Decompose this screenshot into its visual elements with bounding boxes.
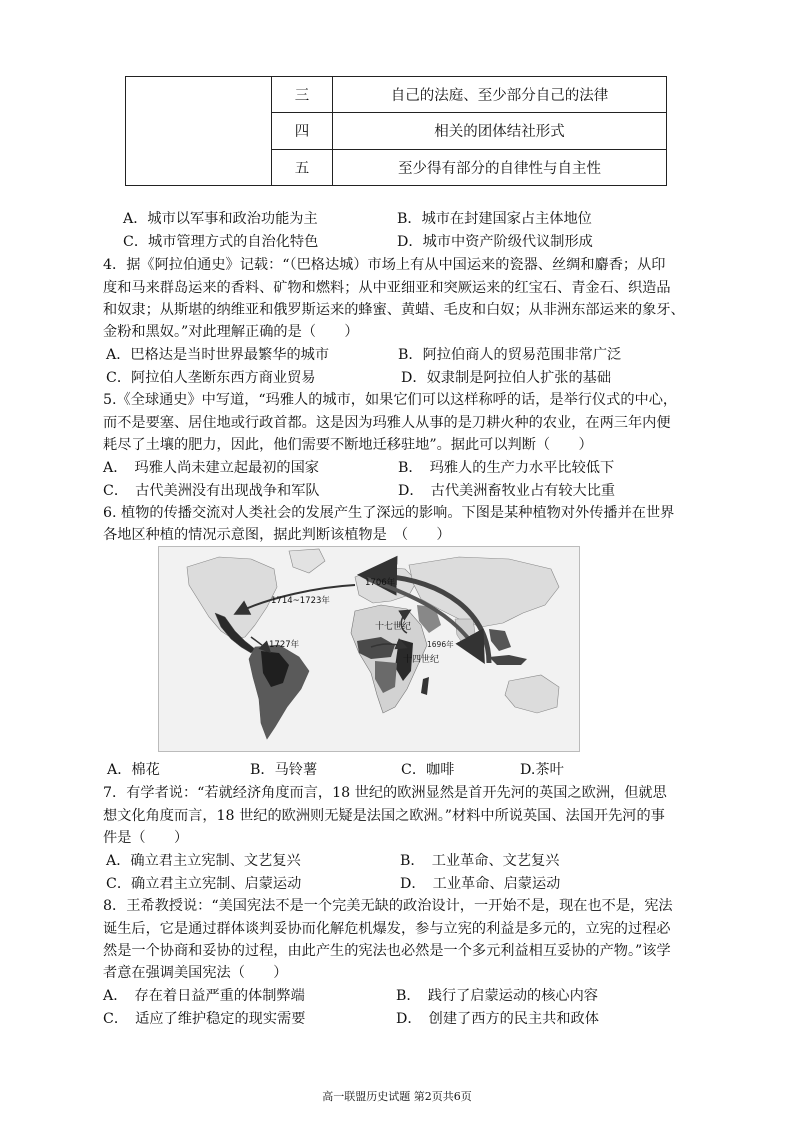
q3-option-b: B．城市在封建国家占主体地位 — [397, 211, 592, 227]
city-features-table — [125, 76, 667, 186]
q4-option-d: D．奴隶制是阿拉伯人扩张的基础 — [401, 370, 612, 386]
row-text: 自己的法庭、至少部分自己的法律 — [333, 77, 667, 113]
q7-option-c: C．确立君主立宪制、启蒙运动 — [106, 876, 302, 892]
q4-stem-line: 4．据《阿拉伯通史》记载：“（巴格达城）市场上有从中国运来的瓷器、丝绸和麝香；从印 — [103, 257, 666, 273]
q8-stem-line: 者意在强调美国宪法（ ） — [103, 965, 288, 981]
plant-spread-world-map — [158, 546, 580, 752]
row-text: 至少得有部分的自律性与自主性 — [333, 149, 667, 185]
q3-option-d: D．城市中资产阶级代议制形成 — [397, 234, 593, 250]
q7-option-b: B． 工业革命、文艺复兴 — [400, 853, 560, 869]
row-number: 三 — [272, 77, 333, 113]
q6-stem-line: 6. 植物的传播交流对人类社会的发展产生了深远的影响。下图是某种植物对外传播并在世界 — [103, 505, 675, 521]
map-label-14th-century: 十四世纪 — [403, 655, 440, 665]
map-label-1714-1723: 1714~1723年 — [271, 596, 330, 606]
q7-stem-line: 想文化角度而言，18 世纪的欧洲则无疑是法国之欧洲。”材料中所说英国、法国开先河的事 — [103, 808, 665, 824]
q8-option-c: C． 适应了维护稳定的现实需要 — [103, 1011, 306, 1027]
map-label-1727: 1727年 — [269, 640, 300, 650]
page-footer: 高一联盟历史试题 第2页共6页 — [322, 1090, 472, 1103]
q3-option-a: A．城市以军事和政治功能为主 — [123, 211, 318, 227]
q4-option-c: C．阿拉伯人垄断东西方商业贸易 — [106, 370, 316, 386]
q8-stem-line: 诞生后，它是通过群体谈判妥协而化解危机爆发，参与立宪的利益是多元的，立宪的过程必 — [103, 921, 671, 937]
map-label-17th-century: 十七世纪 — [375, 622, 412, 632]
q3-option-c: C．城市管理方式的自治化特色 — [123, 234, 319, 250]
q6-option-d: D.茶叶 — [520, 762, 564, 778]
q8-stem-line: 然是一个协商和妥协的过程，由此产生的宪法也必然是一个多元利益相互妥协的产物。”该学 — [103, 943, 671, 959]
q5-stem-line: 而不是要塞、居住地或行政首都。这是因为玛雅人从事的是刀耕火种的农业，在两三年内便 — [103, 415, 671, 431]
q5-stem-line: 耗尽了土壤的肥力，因此，他们需要不断地迁移驻地”。据此可以判断（ ） — [103, 437, 593, 453]
q5-option-b: B． 玛雅人的生产力水平比较低下 — [398, 460, 615, 476]
q5-option-a: A． 玛雅人尚未建立起最初的国家 — [103, 460, 319, 476]
q5-option-c: C． 古代美洲没有出现战争和军队 — [103, 483, 320, 499]
q7-option-d: D． 工业革命、启蒙运动 — [400, 876, 561, 892]
row-number: 五 — [272, 149, 333, 185]
q4-stem-line: 和奴隶；从斯堪的纳维亚和俄罗斯运来的蜂蜜、黄蜡、毛皮和白奴；从非洲东部运来的象牙、 — [103, 302, 685, 318]
q4-option-a: A．巴格达是当时世界最繁华的城市 — [106, 347, 330, 363]
q7-stem-line: 件是（ ） — [103, 830, 189, 846]
q6-option-a: A．棉花 — [107, 762, 160, 778]
q7-option-a: A．确立君主立宪制、文艺复兴 — [106, 853, 301, 869]
q8-option-b: B． 践行了启蒙运动的核心内容 — [396, 988, 598, 1004]
q5-stem-line: 5.《全球通史》中写道，“玛雅人的城市，如果它们可以这样称呼的话，是举行仪式的中心， — [103, 392, 678, 408]
row-text: 相关的团体结社形式 — [333, 113, 667, 149]
map-label-1706: 1706年 — [365, 578, 396, 588]
map-label-1696: 1696年 — [427, 640, 454, 649]
q6-stem-line: 各地区种植的情况示意图，据此判断该植物是 （ ） — [103, 527, 451, 543]
q4-stem-line: 度和马来群岛运来的香料、矿物和燃料；从中亚细亚和突厥运来的红宝石、青金石、织造品 — [103, 280, 671, 296]
q4-stem-line: 金粉和黑奴。”对此理解正确的是（ ） — [103, 324, 359, 340]
q5-option-d: D． 古代美洲畜牧业占有较大比重 — [398, 483, 616, 499]
table-row — [126, 77, 667, 113]
q6-option-c: C．咖啡 — [401, 762, 455, 778]
q7-stem-line: 7．有学者说：“若就经济角度而言，18 世纪的欧洲显然是首开先河的英国之欧洲，但就思 — [103, 785, 667, 801]
q6-option-b: B．马铃薯 — [250, 762, 318, 778]
map-svg — [159, 547, 579, 751]
q8-stem-line: 8．王希教授说：“美国宪法不是一个完美无缺的政治设计，一开始不是，现在也不是，宪法 — [103, 898, 673, 914]
q4-option-b: B．阿拉伯商人的贸易范围非常广泛 — [398, 347, 622, 363]
q8-option-a: A． 存在着日益严重的体制弊端 — [103, 988, 305, 1004]
row-number: 四 — [272, 113, 333, 149]
table-merged-cell — [126, 77, 272, 186]
q8-option-d: D． 创建了西方的民主共和政体 — [396, 1011, 599, 1027]
